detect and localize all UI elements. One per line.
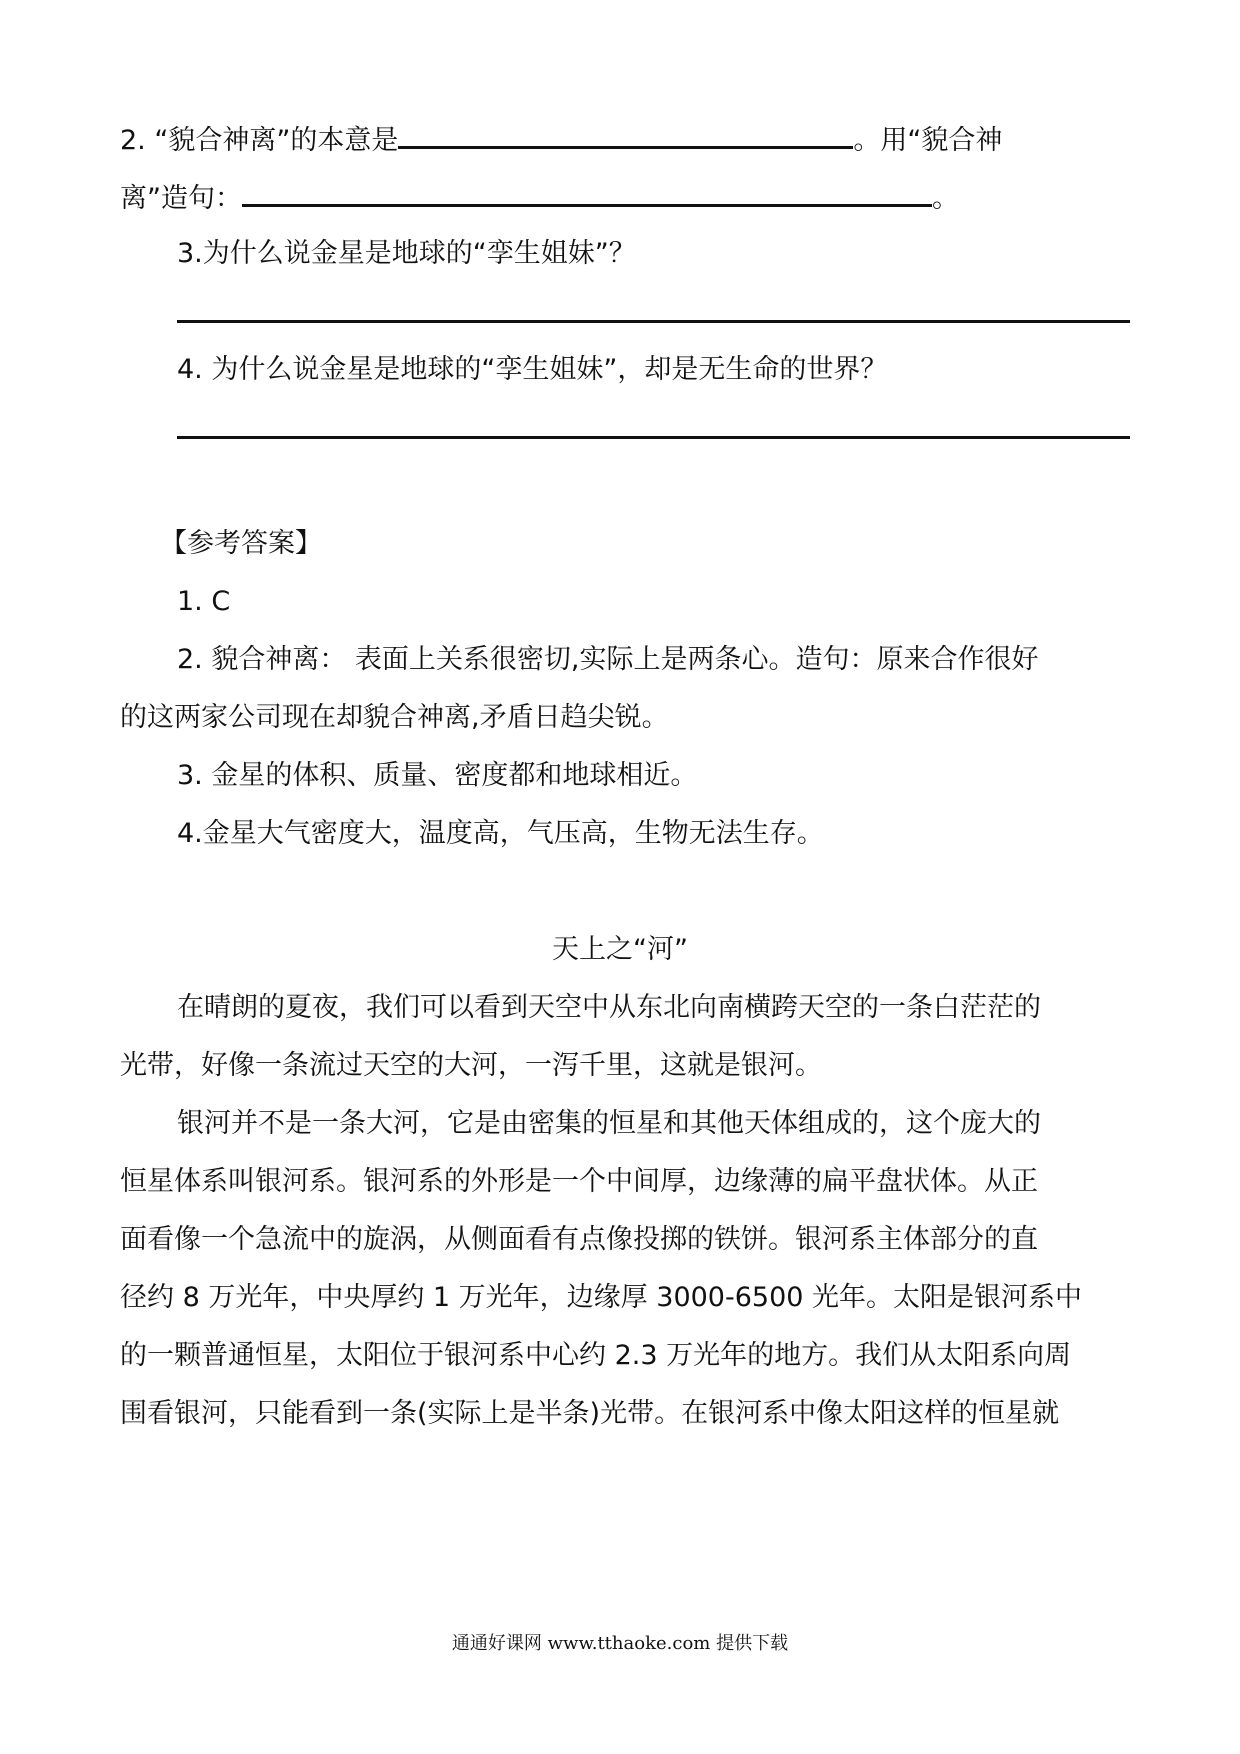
- article-line: 光带，好像一条流过天空的大河，一泻千里，这就是银河。: [120, 1050, 822, 1081]
- question-3: 3.为什么说金星是地球的“孪生姐妹”？: [177, 238, 636, 269]
- article-line: 恒星体系叫银河系。银河系的外形是一个中间厚，边缘薄的扁平盘状体。从正: [120, 1166, 1038, 1197]
- answer-2-line-2: 的这两家公司现在却貌合神离,矛盾日趋尖锐。: [120, 702, 669, 733]
- article-line: 的一颗普通恒星，太阳位于银河系中心约 2.3 万光年的地方。我们从太阳系向周: [120, 1340, 1072, 1371]
- article-line: 银河并不是一条大河，它是由密集的恒星和其他天体组成的，这个庞大的: [177, 1108, 1041, 1139]
- article-title: 天上之“河”: [552, 934, 688, 965]
- question-2-line2-prefix: 离”造句：: [120, 183, 242, 214]
- answer-2-line-1: 2. 貌合神离： 表面上关系很密切,实际上是两条心。造句：原来合作很好: [177, 644, 1039, 675]
- question-2-line2-suffix: 。: [932, 183, 959, 214]
- question-2-middle: 。用“貌合神: [853, 125, 1003, 156]
- question-2-line-2: [120, 178, 1130, 217]
- answer-blank: [398, 120, 853, 149]
- answer-blank: [242, 178, 932, 207]
- article-line: 径约 8 万光年，中央厚约 1 万光年，边缘厚 3000-6500 光年。太阳是银河系中: [120, 1282, 1083, 1313]
- answer-line: [177, 320, 1130, 323]
- answer-3: 3. 金星的体积、质量、密度都和地球相近。: [177, 760, 698, 791]
- question-4: 4. 为什么说金星是地球的“孪生姐妹”，却是无生命的世界？: [177, 354, 888, 385]
- article-line: 围看银河，只能看到一条(实际上是半条)光带。在银河系中像太阳这样的恒星就: [120, 1398, 1060, 1429]
- page-footer: 通通好课网 www.tthaoke.com 提供下载: [451, 1633, 789, 1654]
- answers-heading: 【参考答案】: [160, 528, 322, 559]
- answer-4: 4.金星大气密度大，温度高，气压高，生物无法生存。: [177, 818, 824, 849]
- article-line: 在晴朗的夏夜，我们可以看到天空中从东北向南横跨天空的一条白茫茫的: [177, 992, 1041, 1023]
- question-2-prefix: 2. “貌合神离”的本意是: [120, 125, 399, 156]
- answer-1: 1. C: [177, 586, 231, 617]
- answer-line: [177, 436, 1130, 439]
- question-2-line-1: [120, 120, 1130, 159]
- article-line: 面看像一个急流中的旋涡，从侧面看有点像投掷的铁饼。银河系主体部分的直: [120, 1224, 1038, 1255]
